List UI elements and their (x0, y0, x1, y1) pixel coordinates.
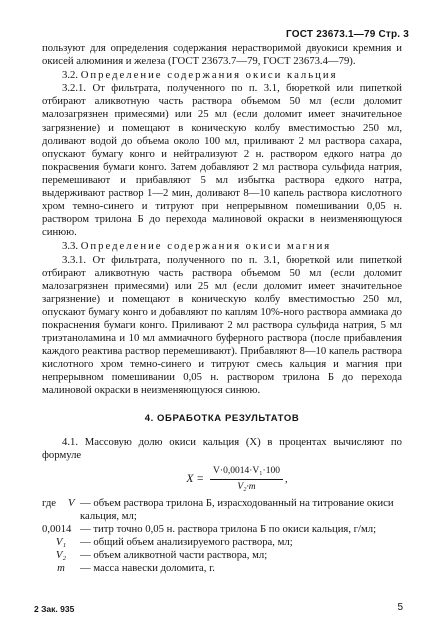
subsection-title: Определение содержания окиси кальция (80, 69, 338, 82)
formula-lhs: X = (186, 472, 205, 485)
definition-lead: где (42, 497, 57, 509)
subsection-heading-3-3 (42, 240, 402, 253)
paragraph-3-2-1: 3.2.1. От фильтрата, полученного по п. 3.1, бюреткой или пипеткой отбирают аликвотную часть раствора объемом 50 мл (если доломит малозагрязнен примесями) или 25 мл (если доломит имеет значительное загрязнение) и помещают в коническую колбу вместимостью 250 мл, доливают водой до объема около 100 мл, приливают 2 мл раствора сахара, опускают бумагу конго и нейтрализуют 2 н. раствором едкого натра до покрасвения бумаги конго. Затем добавляют 2 мл раствора сульфида натрия, перемешивают и прибавляют 5 мл избытка раствора едкого натра, выдерживают раствор 1—2 мин, доливают 8—10 капель раствора кислотного хром темно-синего и титруют при непрерывном помешивании 0,05 н. раствором трилона Б до перехода малиновой окраски в неизменяющуюся синюю. (42, 82, 402, 239)
definition-text: — общий объем анализируемого раствора, мл; (80, 536, 293, 549)
formula-tail: , (284, 472, 288, 485)
formula (42, 465, 402, 494)
subsection-number: 3.2. (62, 69, 79, 82)
definition-text: — масса навески доломита, г. (80, 562, 215, 575)
definition-symbol: m (57, 562, 65, 575)
definition-text: — объем раствора трилона Б, израсходованный на титрование окиси кальция, мл; (80, 497, 394, 523)
definition-row (42, 523, 402, 536)
formula-denominator: V₂·m (237, 481, 256, 492)
paragraph-3-3-1: 3.3.1. От фильтрата, полученного по п. 3.1, бюреткой или пипеткой отбирают аликвотную часть раствора объемом 50 мл (если доломит малозагрязнен примесями) или 25 мл (если доломит имеет значительное загрязнение) и помещают в коническую колбу вместимостью 250 мл, опускают бумагу конго и добавляют по каплям 10%-ного раствора аммиака до покраснения бумаги конго. Приливают 2 мл раствора сульфида натрия, 5 мл триэтаноламина и 10 мл аммиачного буферного раствора (после прибавления каждого реактива раствор перемешивают). Прибавляют 8—10 капель раствора кислотного хром темно-синего и титруют смесь кальция и магния при непрерывном помешивании 0,05 н. раствором трилона Б до перехода малиновой окраски в неизменяющуюся синюю. (42, 253, 402, 397)
definition-row (42, 549, 402, 562)
definition-row (42, 536, 402, 549)
paragraph-continuation: пользуют для определения содержания нерастворимой двуокиси кремния и окисей алюминия и железа (ГОСТ 23673.7—79, ГОСТ 23673.4—79). (42, 42, 402, 68)
subsection-title: Определение содержания окиси магния (80, 240, 332, 253)
definitions-list (42, 497, 402, 576)
section-heading-4: 4. ОБРАБОТКА РЕЗУЛЬТАТОВ (144, 412, 300, 424)
paragraph-4-1: 4.1. Массовую долю окиси кальция (X) в процентах вычисляют по формуле (42, 435, 402, 461)
formula-numerator: V·0,0014·V₁·100 (210, 465, 283, 480)
definition-row (42, 562, 402, 575)
subsection-heading-3-2 (42, 69, 402, 82)
definition-text: — объем аликвотной части раствора, мл; (80, 549, 268, 562)
formula-fraction (210, 465, 283, 494)
subsection-number: 3.3. (62, 240, 79, 253)
definition-symbol: V₂ (55, 549, 67, 562)
definition-symbol: V₁ (55, 536, 67, 549)
definition-row (42, 497, 402, 523)
document-body (42, 42, 402, 576)
definition-text: — титр точно 0,05 н. раствора трилона Б по окиси кальция, г/мл; (80, 523, 377, 536)
page-header: ГОСТ 23673.1—79 Стр. 3 (286, 29, 409, 40)
footer-page-number: 5 (397, 602, 403, 613)
definition-symbol: 0,0014 (42, 523, 72, 536)
footer-print-mark: 2 Зак. 935 (34, 604, 75, 614)
definition-symbol: V (68, 497, 75, 509)
